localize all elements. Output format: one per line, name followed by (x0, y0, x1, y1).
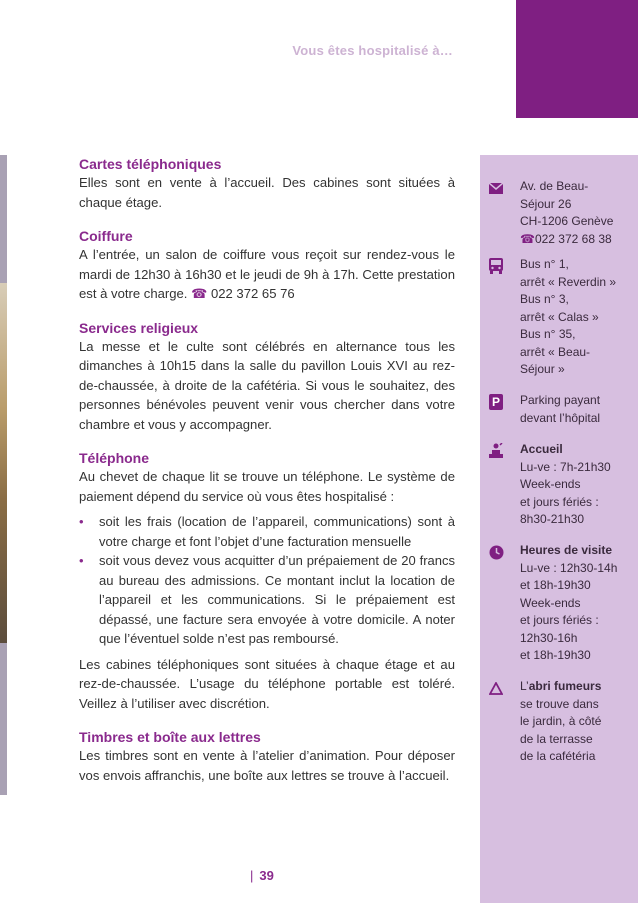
photo-image (0, 283, 7, 643)
page-number: | 39 (250, 868, 274, 883)
bullet-icon: • (79, 553, 84, 568)
section-title: Coiffure (79, 228, 133, 244)
bus-icon (486, 256, 506, 276)
phone-icon: ☎ (520, 231, 535, 246)
section-text: Les timbres sont en vente à l’atelier d’animation. Pour déposer vos envois affranchis, une boîte aux lettres se trouve à l’accueil. (79, 748, 455, 783)
section-title: Cartes téléphoniques (79, 156, 222, 172)
section-title: Timbres et boîte aux lettres (79, 729, 261, 745)
header-color-block (516, 0, 638, 118)
telephone-bullets (79, 512, 455, 649)
phone-icon: ☎ (191, 286, 208, 301)
section-text: Les cabines téléphoniques sont situées à chaque étage et au rez-de-chaussée. L’usage du téléphone portable est toléré. Veillez à l’utiliser avec discrétion. (79, 656, 455, 711)
coiffure-text: A l’entrée, un salon de coiffure vous reçoit sur rendez-vous le mardi de 12h30 à 16h30 et le jeudi de 9h à 17h. Cette prestation est à votre charge. (79, 247, 455, 301)
bullet-icon: • (79, 514, 84, 529)
main-content (79, 155, 455, 796)
parking-icon: P (486, 392, 506, 412)
coiffure-phone: 022 372 65 76 (210, 286, 295, 301)
section-title: Services religieux (79, 319, 199, 336)
clock-icon (486, 542, 506, 562)
section-text: Elles sont en vente à l’accueil. Des cabines sont situées à chaque étage. (79, 175, 455, 210)
section-religieux (79, 319, 455, 435)
section-title: Téléphone (79, 450, 150, 466)
reception-icon (486, 441, 506, 461)
section-cartes (79, 155, 455, 212)
section-timbres (79, 728, 455, 785)
page-header-title: Vous êtes hospitalisé à… (292, 43, 453, 58)
section-text: Au chevet de chaque lit se trouve un téléphone. Le système de paiement dépend du service où vous êtes hospitalisé : (79, 469, 455, 504)
section-text: La messe et le culte sont célébrés en alternance tous les dimanches à 10h15 dans la salle du pavillon Louis XVI au rez-de-chaussée, à droite de la cafétéria. Si vous le souhaitez, des personnes bénévoles peuvent venir vous chercher dans votre chambre et vous y accompagner. (79, 338, 455, 432)
envelope-icon (486, 178, 506, 198)
list-item: • soit les frais (location de l’appareil, communications) sont à votre charge et font l’objet d’une facturation mensuelle (79, 514, 455, 549)
section-coiffure (79, 227, 455, 304)
divider: | (250, 868, 254, 883)
photo-edge (0, 155, 7, 795)
section-text (79, 245, 455, 304)
section-telephone (79, 449, 455, 713)
list-item: • soit vous devez vous acquitter d’un prépaiement de 20 francs au bureau des admissions. Ce montant inclut la location de l’appareil et les communications. Si le prépaiement est dépassé, une facture sera envoyée à votre domicile. A noter que l’éventuel solde n’est pas remboursé. (79, 553, 455, 646)
warning-icon (486, 678, 506, 698)
